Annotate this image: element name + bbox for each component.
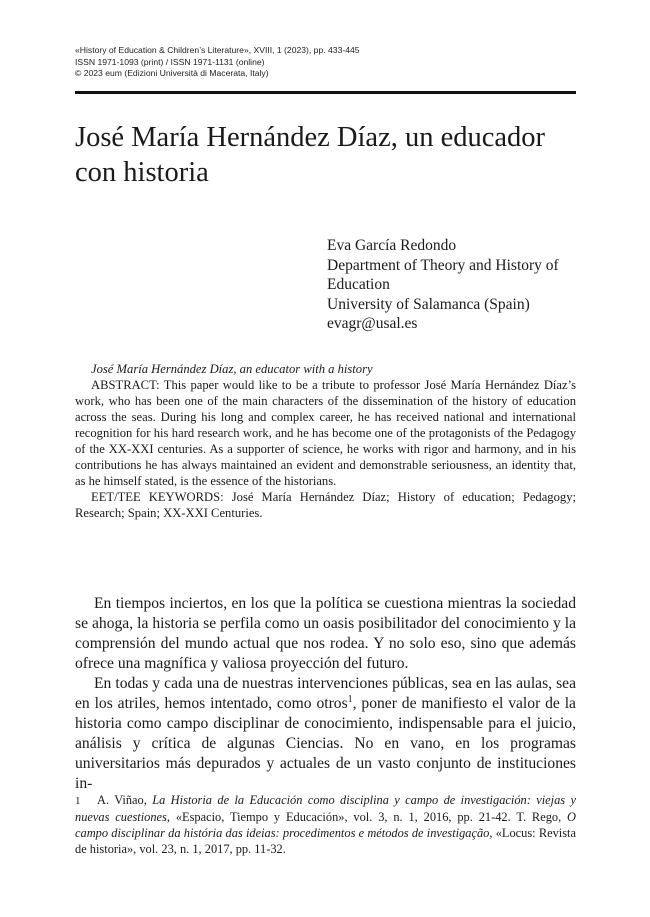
footnote-line-4: de historia», vol. 23, n. 1, 2017, pp. 11-32.: [75, 842, 286, 856]
footnote-work-title-2-start: O: [567, 810, 576, 824]
author-block: [327, 236, 587, 334]
journal-header: [75, 45, 575, 80]
footnote-line-3: [75, 825, 576, 841]
footnote-work-title-1-end: nuevas cuestiones: [75, 810, 167, 824]
body-paragraph-2-continuation: , poner de manifiesto el valor de la historia como campo disciplinar de conocimiento, indispensable para el juicio, análisis y crítica de algunas Ciencias. No en vano, en los programas universitarios más depurados y actuales de un vasto conjunto de instituciones in-: [75, 695, 576, 792]
body-paragraph-2-text: En todas y cada una de nuestras intervenciones públicas, sea en las aulas, sea en los atriles, hemos intentado, como otros: [75, 675, 576, 712]
article-body: [75, 594, 576, 794]
article-title: [75, 120, 585, 190]
footnote-1: [75, 792, 576, 857]
footnote-ref-1[interactable]: 1: [347, 693, 353, 705]
header-rule: [75, 91, 576, 94]
journal-issn: ISSN 1971-1093 (print) / ISSN 1971-1131 (online): [75, 56, 265, 67]
author-email[interactable]: evagr@usal.es: [327, 315, 418, 332]
footnote-line-1: [75, 792, 576, 809]
footnote-work-title-1: La Historia de la Educación como disciplina y campo de investigación: viejas y: [152, 793, 577, 807]
footnote-number: 1: [75, 795, 81, 807]
body-paragraph-2: [75, 674, 576, 794]
abstract-block: [75, 361, 576, 521]
footnote-work-title-2: campo disciplinar da história das ideias: procedimentos e métodos de investigação: [75, 826, 490, 840]
author-department-line-1: Department of Theory and History of: [327, 256, 559, 274]
author-name: Eva García Redondo: [327, 237, 457, 254]
author-department-line-2: Education: [327, 276, 390, 293]
abstract-keywords: EET/TEE KEYWORDS: José María Hernández Díaz; History of education; Pedagogy; Research; Spain; XX-XXI Centuries.: [75, 490, 576, 520]
article-title-line-2: con historia: [75, 157, 209, 188]
article-title-line-1: José María Hernández Díaz, un educador: [75, 122, 546, 153]
abstract-text: ABSTRACT: This paper would like to be a tribute to professor José María Hernández Díaz’s work, who has been one of the main characters of the dissemination of the history of education across the seas. During his long and complex career, he has received national and international recognition for his hard research work, and he has become one of the protagonists of the Pedagogy of the XX-XXI centuries. As a supporter of science, he works with rigor and harmony, and in his contributions he has always maintained an evident and demonstrable seriousness, an identity that, as he himself stated, is the essence of the historians.: [75, 378, 576, 488]
body-paragraph-1: En tiempos inciertos, en los que la política se cuestiona mientras la sociedad se ahoga, la historia se perfila como un oasis posibilitador del conocimiento y la comprensión del mundo actual que nos rodea. Y no solo eso, sino que además ofrece una magnífica y valiosa proyección del futuro.: [75, 595, 576, 672]
abstract-title: José María Hernández Díaz, an educator with a history: [91, 362, 373, 376]
journal-copyright: © 2023 eum (Edizioni Università di Macerata, Italy): [75, 68, 269, 78]
journal-citation: «History of Education & Children’s Literature», XVIII, 1 (2023), pp. 433-445: [75, 45, 360, 55]
footnote-author: A. Viñao,: [97, 793, 153, 807]
footnote-source-2: , «Locus: Revista: [489, 826, 576, 840]
author-university: University of Salamanca (Spain): [327, 295, 530, 313]
footnote-source-1: , «Espacio, Tiempo y Educación», vol. 3, n. 1, 2016, pp. 21-42. T. Rego,: [166, 810, 568, 824]
footnote-line-2: [75, 809, 576, 825]
